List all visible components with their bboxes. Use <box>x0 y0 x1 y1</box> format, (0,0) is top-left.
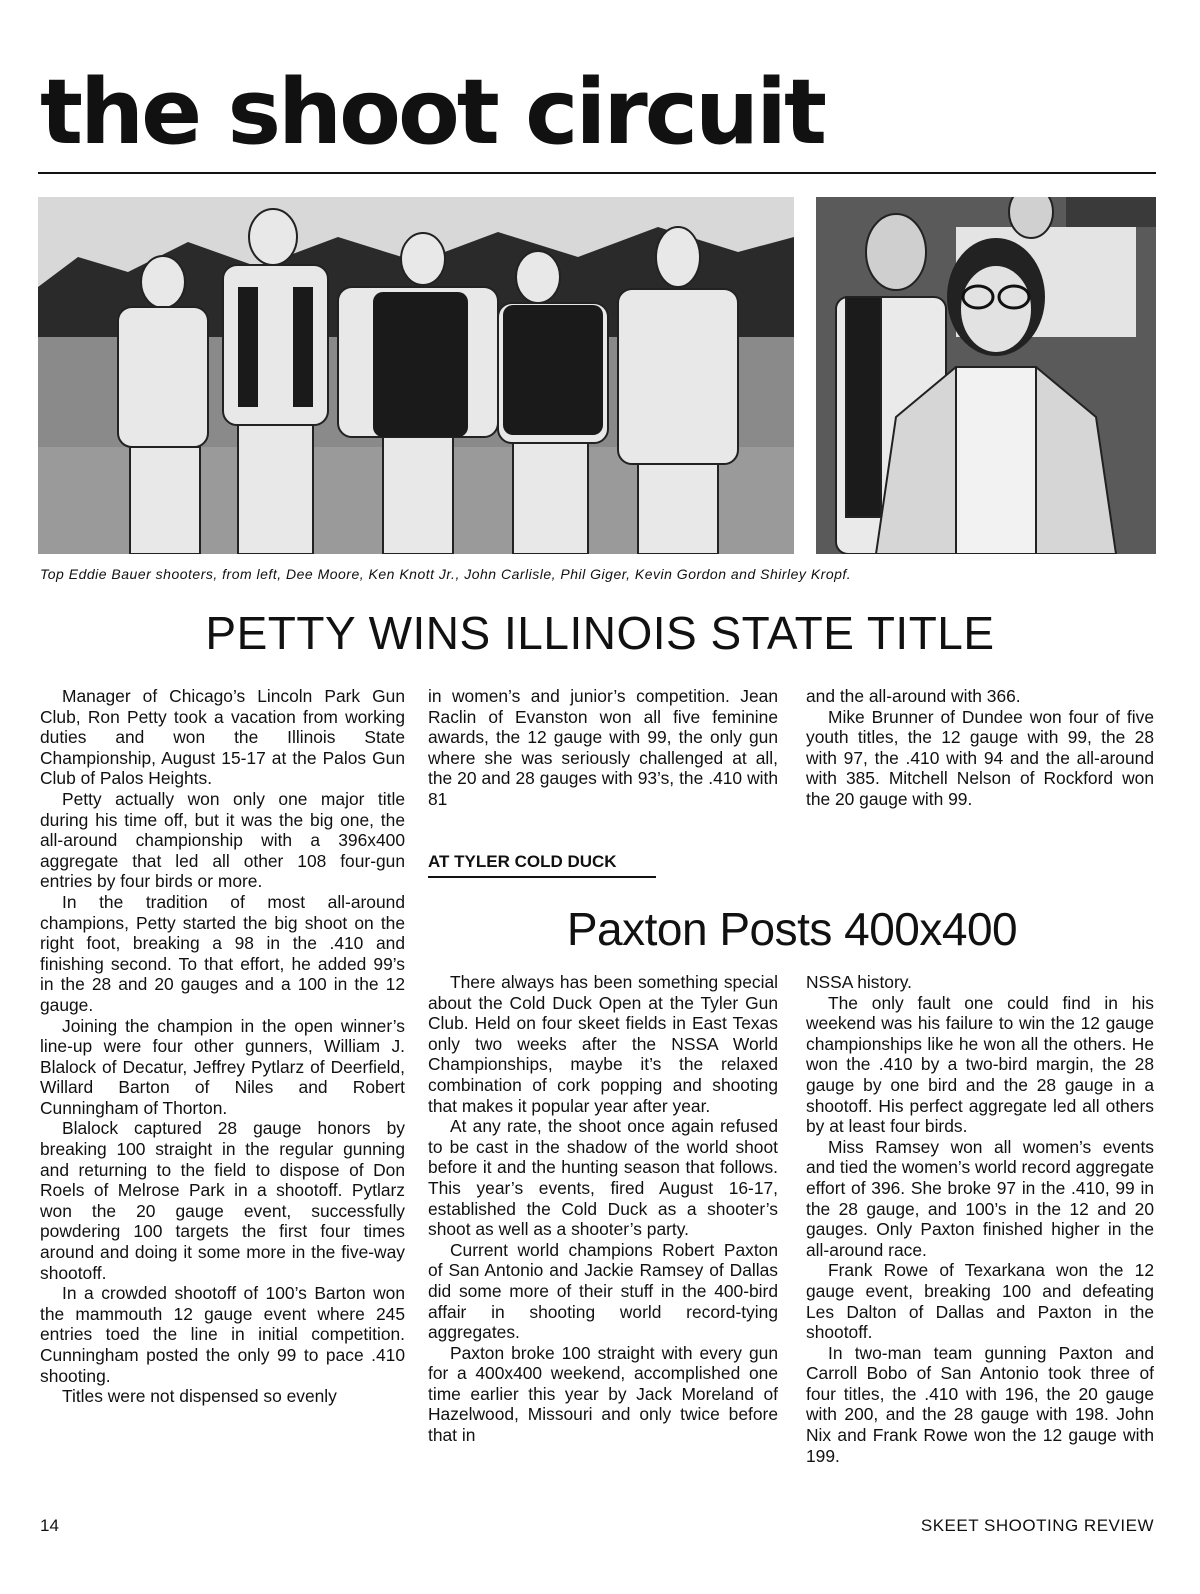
publication-name: SKEET SHOOTING REVIEW <box>920 1516 1154 1535</box>
paragraph: Manager of Chicago’s Lincoln Park Gun Club, Ron Petty took a vacation from working duties and won the Illinois State Championship, August 15-17 at the Palos Gun Club of Palos Heights. <box>40 686 405 789</box>
portrait-photo <box>816 197 1156 554</box>
paragraph: Joining the champion in the open winner’s line-up were four other gunners, William J. Blalock of Decatur, Jeffrey Pytlarz of Deerfield, Willard Barton of Niles and Robert Cunningham of Thorton. <box>40 1015 405 1118</box>
paragraph: In the tradition of most all-around champions, Petty started the big shoot on the right foot, breaking a 98 in the .410 and finishing second. To that effort, he added 99’s in the 28 and 20 gauges and a 100 in the 12 gauge. <box>40 891 405 1015</box>
paragraph: In two-man team gunning Paxton and Carroll Bobo of San Antonio took three of four titles, the .410 with 196, the 20 gauge with 200, and the 28 gauge with 198. John Nix and Frank Rowe won the 12 gauge with 199. <box>806 1342 1154 1466</box>
paragraph: in women’s and junior’s competition. Jean Raclin of Evanston won all five feminine awards, the 12 gauge with 99, the only gun where she was seriously challenged at all, the 20 and 28 gauges with 93’s, the .410 with 81 <box>428 686 778 809</box>
group-photo <box>38 197 794 554</box>
article2-headline: Paxton Posts 400x400 <box>566 903 1018 955</box>
paragraph: Titles were not dispensed so evenly <box>62 1386 337 1407</box>
paragraph: NSSA history. <box>806 972 912 992</box>
article1-headline: PETTY WINS ILLINOIS STATE TITLE <box>205 607 995 659</box>
paragraph: At any rate, the shoot once again refused to be cast in the shadow of the world shoot before it and the hunting season that follows. This year’s events, fired August 16-17, established the Cold Duck as a shooter’s shoot as well as a shooter’s party. <box>428 1116 778 1240</box>
section-title: the shoot circuit <box>40 60 825 165</box>
paragraph: Paxton broke 100 straight with every gun for a 400x400 weekend, accomplished one time earlier this year by Jack Moreland of Hazelwood, Missouri and only twice before that in <box>428 1342 778 1446</box>
title-rule <box>38 172 1156 174</box>
paragraph: and the all-around with 366. <box>806 686 1021 706</box>
photo-caption: Top Eddie Bauer shooters, from left, Dee Moore, Ken Knott Jr., John Carlisle, Phil Giger, Kevin Gordon and Shirley Kropf. <box>40 566 852 582</box>
paragraph: Petty actually won only one major title during his time off, but it was the big one, the all-around championship with a 396x400 aggregate that led all other 108 four-gun entries by four birds or more. <box>40 788 405 892</box>
article1-column-3 <box>806 686 1154 810</box>
paragraph: Frank Rowe of Texarkana won the 12 gauge event, breaking 100 and defeating Les Dalton of Dallas and Paxton in the shootoff. <box>806 1260 1154 1343</box>
paragraph: In a crowded shootoff of 100’s Barton won the mammouth 12 gauge event where 245 entries toed the line in initial competition. Cunningham posted the only 99 to pace .410 shooting. <box>40 1283 405 1386</box>
paragraph: Current world champions Robert Paxton of San Antonio and Jackie Ramsey of Dallas did some more of their stuff in the 400-bird affair in shooting world record-tying aggregates. <box>428 1239 778 1343</box>
article2-kicker: AT TYLER COLD DUCK <box>428 852 617 871</box>
paragraph: There always has been something special about the Cold Duck Open at the Tyler Gun Club. Held on four skeet fields in East Texas only two weeks after the NSSA World Championships, maybe it’s the relaxed combination of cork popping and shooting that makes it popular year after year. <box>428 972 778 1116</box>
article2-column-2 <box>806 972 1154 1466</box>
page-number: 14 <box>40 1516 59 1535</box>
article2-column-1 <box>428 972 778 1446</box>
paragraph: The only fault one could find in his weekend was his failure to win the 12 gauge championships like he won all the others. He won the .410 by a two-bird margin, the 28 gauge by one bird and the 28 gauge in a shootoff. His perfect aggregate led all others by at least four birds. <box>806 992 1154 1137</box>
article1-column-2 <box>428 686 778 810</box>
kicker-rule <box>428 876 656 878</box>
paragraph: Blalock captured 28 gauge honors by breaking 100 straight in the regular gunning and returning to the field to dispose of Don Roels of Melrose Park in a shootoff. Pytlarz won the 20 gauge event, successfully powdering 100 targets the first four times around and doing it some more in the five-way shootoff. <box>40 1118 405 1283</box>
paragraph: Mike Brunner of Dundee won four of five youth titles, the 12 gauge with 99, the 28 with 97, the .410 with 94 and the all-around with 385. Mitchell Nelson of Rockford won the 20 gauge with 99. <box>806 706 1154 809</box>
paragraph: Miss Ramsey won all women’s events and tied the women’s world record aggregate effort of 396. She broke 97 in the .410, 99 in the 28 gauge, and 100’s in the 12 and 20 gauges. Only Paxton finished higher in the all-around race. <box>806 1136 1154 1260</box>
article1-column-1 <box>40 686 405 1407</box>
